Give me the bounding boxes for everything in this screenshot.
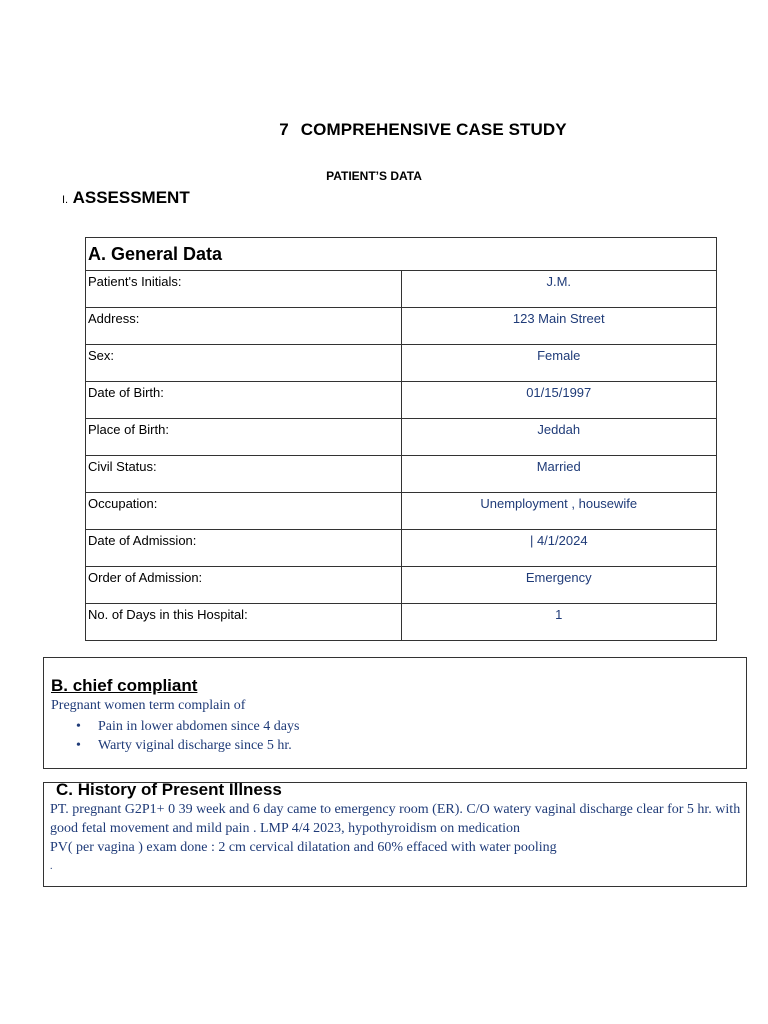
list-item [76,736,299,755]
row-label: Civil Status: [86,456,402,493]
row-label: No. of Days in this Hospital: [86,604,402,641]
row-value: 123 Main Street [401,308,717,345]
title-text: COMPREHENSIVE CASE STUDY [300,120,567,139]
table-row [86,345,717,382]
history-paragraph: PV( per vagina ) exam done : 2 cm cervical dilatation and 60% effaced with water pooling [50,840,557,855]
history-text [50,800,742,876]
table-row [86,530,717,567]
general-data-heading: A. General Data [86,238,717,271]
history-paragraph: PT. pregnant G2P1+ 0 39 week and 6 day came to emergency room (ER). C/O watery vaginal discharge clear for 5 hr. with good fetal movement and mild pain . LMP 4/4 2023, hypothyroidism on medication [50,802,741,836]
row-label: Date of Birth: [86,382,402,419]
section-heading [62,188,190,208]
history-heading: C. History of Present Illness [56,780,282,799]
table-row [86,419,717,456]
history-paragraph: . [50,861,53,872]
table-row [86,382,717,419]
row-label: Order of Admission: [86,567,402,604]
chapter-number: 7 [279,120,289,139]
row-label: Sex: [86,345,402,382]
row-value: Female [401,345,717,382]
document-title [0,120,768,140]
chief-complaint-intro: Pregnant women term complain of [51,698,246,713]
bullet-icon: • [76,738,81,753]
chief-complaint-list [44,717,299,755]
row-value: Emergency [401,567,717,604]
chief-complaint-box [43,657,747,769]
table-row [86,456,717,493]
history-box [43,782,747,887]
section-roman: I. [62,194,69,206]
list-item-text: Warty viginal discharge since 5 hr. [98,738,292,753]
row-label: Date of Admission: [86,530,402,567]
table-row [86,271,717,308]
section-title: ASSESSMENT [72,188,190,207]
row-value: Married [401,456,717,493]
table-row [86,308,717,345]
table-row [86,567,717,604]
document-subtitle: PATIENT’S DATA [326,169,422,183]
row-value: J.M. [401,271,717,308]
table-row [86,493,717,530]
row-value: 1 [401,604,717,641]
table-row [86,604,717,641]
bullet-icon: • [76,719,81,734]
general-data-table [85,237,717,641]
row-label: Address: [86,308,402,345]
list-item-text: Pain in lower abdomen since 4 days [98,719,300,734]
row-label: Patient's Initials: [86,271,402,308]
general-data-header-row [86,238,717,271]
row-value: 01/15/1997 [401,382,717,419]
row-value: Jeddah [401,419,717,456]
row-label: Place of Birth: [86,419,402,456]
row-label: Occupation: [86,493,402,530]
chief-complaint-heading: B. chief compliant [51,676,198,695]
row-value: | 4/1/2024 [401,530,717,567]
row-value: Unemployment , housewife [401,493,717,530]
list-item [76,717,300,736]
